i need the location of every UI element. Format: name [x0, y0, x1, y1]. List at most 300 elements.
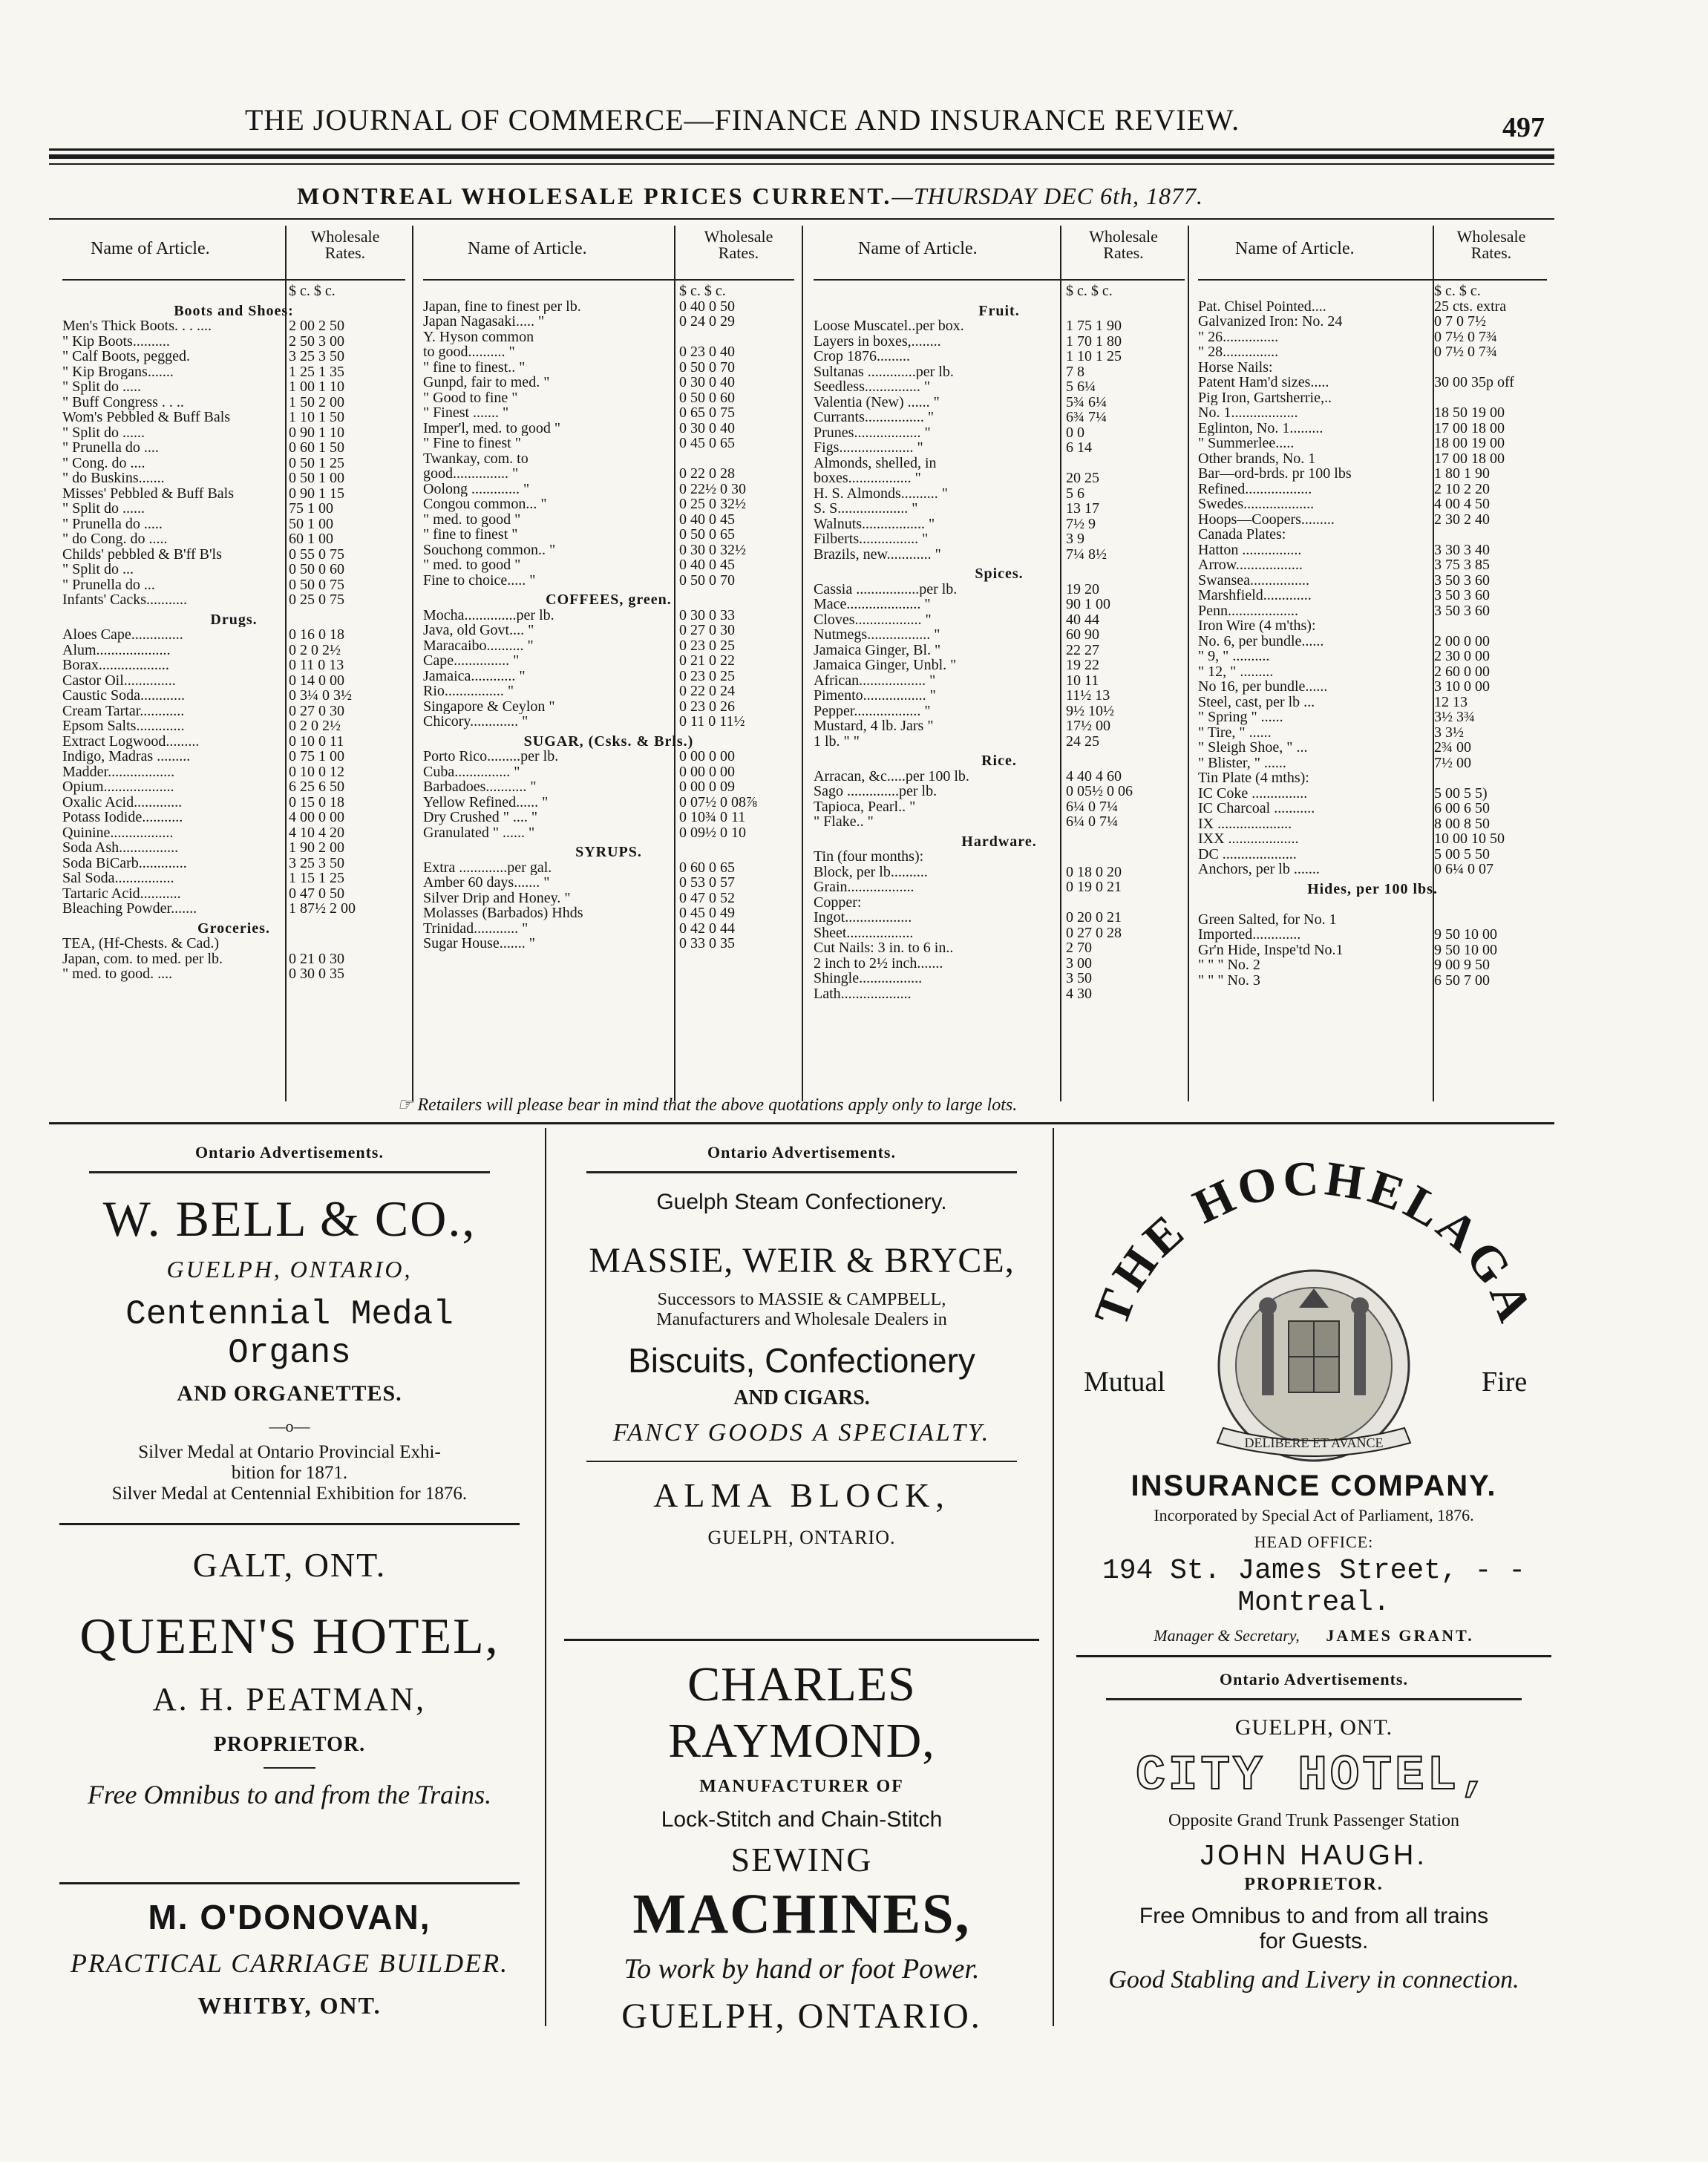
article-name: Shingle.................: [814, 971, 923, 986]
stabling: Good Stabling and Livery in connection.: [1108, 1966, 1519, 1994]
wholesale-rate: 5 6¼: [1066, 379, 1096, 395]
price-row: [423, 360, 794, 376]
article-name: Figs.................... ": [814, 440, 923, 456]
price-row: [423, 684, 794, 699]
price-row: [62, 547, 405, 563]
wholesale-rate: 0 05½ 0 06: [1066, 783, 1133, 799]
price-row: [62, 856, 405, 871]
wholesale-rate: 2 00 2 50: [289, 318, 344, 334]
ad-rule: [59, 1882, 520, 1884]
article-name: Cut Nails: 3 in. to 6 in..: [814, 940, 954, 956]
medal-line: Silver Medal at Ontario Provincial Exhi-: [138, 1442, 441, 1462]
price-row: [814, 910, 1185, 926]
price-row: [814, 612, 1185, 628]
article-name: Bleaching Powder.......: [62, 901, 197, 917]
wholesale-rate: 2 60 0 00: [1434, 663, 1490, 680]
wholesale-rate: 0 21 0 30: [289, 950, 344, 967]
prices-title-main: MONTREAL WHOLESALE PRICES CURRENT.: [297, 183, 892, 209]
article-name: Alum....................: [62, 642, 171, 658]
article-name: Copper:: [814, 894, 862, 910]
wholesale-rate: 0 2 0 2½: [289, 718, 341, 734]
wholesale-rate: 6 50 7 00: [1434, 972, 1490, 989]
price-row: [62, 966, 405, 982]
ad-odonovan: [59, 1897, 520, 2019]
wholesale-rate: 22 27: [1066, 641, 1099, 658]
wholesale-rate: 6 00 6 50: [1434, 800, 1490, 816]
col-divider: [802, 226, 803, 1101]
article-name: Sal Soda................: [62, 871, 174, 886]
article-name: TEA, (Hf-Chests. & Cad.): [62, 936, 220, 951]
product: Biscuits, Confectionery: [628, 1341, 975, 1380]
header-rule: [49, 148, 1554, 151]
article-name: Souchong common.. ": [423, 542, 556, 557]
article-name: SYRUPS.: [575, 845, 642, 860]
article-name: " Flake.. ": [814, 814, 874, 830]
article-name: Jamaica............ ": [423, 668, 526, 684]
price-row: [423, 699, 794, 715]
wholesale-rate: 0 10 0 12: [289, 763, 344, 780]
article-name: African.................. ": [814, 672, 936, 688]
ad-rule: [564, 1639, 1039, 1641]
article-name: Japan, fine to finest per lb.: [423, 298, 581, 314]
price-row: [423, 375, 794, 390]
price-row: [423, 573, 794, 589]
article-name: Seedless............... ": [814, 379, 931, 395]
article-name: Mocha..............per lb.: [423, 607, 554, 623]
wholesale-rate: 1 10 1 25: [1066, 348, 1122, 364]
price-row: [62, 901, 405, 917]
price-row: [62, 627, 405, 643]
price-row: [814, 769, 1185, 784]
ad-bell: [59, 1143, 520, 1504]
price-row: [423, 608, 794, 623]
head-office-label: HEAD OFFICE:: [1254, 1533, 1374, 1551]
wholesale-rate: 0 22 0 28: [679, 465, 735, 482]
wholesale-rate: 0 47 0 52: [679, 889, 735, 906]
machines: MACHINES,: [632, 1883, 971, 1945]
price-row: [814, 517, 1185, 532]
article-name: Currants................ ": [814, 410, 935, 425]
wholesale-rate: 19 22: [1066, 657, 1099, 673]
hotel-name: QUEEN'S HOTEL,: [79, 1608, 500, 1664]
price-row: [1198, 862, 1547, 877]
price-row: [62, 425, 405, 441]
article-name: Rio................ ": [423, 684, 514, 699]
article-name: Java, old Govt.... ": [423, 623, 534, 638]
hotel-owner: JOHN HAUGH.: [1200, 1840, 1427, 1871]
fire-label: Fire: [1482, 1366, 1528, 1398]
price-row: [62, 779, 405, 795]
article-name: Hoops—Coopers.........: [1198, 511, 1335, 527]
price-column-1: [62, 226, 405, 1101]
hotel-role: PROPRIETOR.: [213, 1733, 366, 1756]
section-heading: [1198, 882, 1547, 897]
article-name: " Split do .....: [62, 379, 141, 395]
wholesale-rate: 5 00 5 5): [1434, 784, 1488, 802]
price-row: [1198, 360, 1547, 376]
article-name: Congou common... ": [423, 497, 547, 512]
wholesale-rate: 0 50 0 70: [679, 571, 735, 589]
retailers-note: ☞ Retailers will please bear in mind that the above quotations apply only to large lots.: [397, 1095, 1018, 1115]
wholesale-rate: 0 23 0 40: [679, 344, 735, 360]
price-row: [423, 466, 794, 482]
article-name: Horse Nails:: [1198, 359, 1273, 375]
article-name: IC Coke ...............: [1198, 785, 1308, 801]
price-row: [62, 673, 405, 689]
article-name: Penn...................: [1198, 603, 1298, 618]
wholesale-rate: 3 00: [1066, 954, 1092, 972]
article-name: " Calf Boots, pegged.: [62, 349, 191, 364]
wholesale-rate: $ c. $ c.: [289, 283, 336, 299]
omnibus-line: Free Omnibus to and from all trains: [1139, 1904, 1489, 1928]
price-row: [814, 849, 1185, 865]
wholesale-rate: 0 27 0 30: [679, 622, 735, 638]
article-name: Dry Crushed " .... ": [423, 810, 538, 825]
article-name: Nutmegs................. ": [814, 627, 940, 643]
price-row: [1198, 330, 1547, 345]
article-name: Imported.............: [1198, 927, 1301, 943]
article-name: Aloes Cape..............: [62, 627, 183, 643]
wholesale-rate: 0 25 0 75: [289, 592, 344, 608]
wholesale-rate: 0 07½ 0 08⅞: [679, 793, 757, 810]
article-name: Opium...................: [62, 779, 174, 795]
article-name: " " " No. 3: [1198, 972, 1260, 988]
article-name: Pat. Chisel Pointed....: [1198, 298, 1326, 314]
article-name: " 12, " .........: [1198, 664, 1274, 679]
section-heading: [814, 753, 1185, 769]
wholesale-rate: 30 00 35p off: [1434, 374, 1514, 390]
price-row: [1198, 847, 1547, 862]
ornament: —o—: [269, 1417, 310, 1435]
price-row: [814, 879, 1185, 895]
price-row: [1198, 943, 1547, 958]
price-row: [1198, 344, 1547, 360]
price-row: [814, 364, 1185, 380]
price-row: [1198, 831, 1547, 847]
article-name: " Prunella do ....: [62, 440, 159, 456]
wholesale-rate: 8 00 8 50: [1434, 815, 1490, 832]
wholesale-rate: 0 7½ 0 7¾: [1434, 344, 1497, 360]
wholesale-rate: 0 42 0 44: [679, 920, 735, 937]
medal-line: Silver Medal at Centennial Exhibition for 1876.: [111, 1484, 468, 1504]
column-header: [62, 226, 405, 281]
price-row: [423, 314, 794, 330]
price-row: [62, 658, 405, 673]
wholesale-rate: 7½ 00: [1434, 754, 1471, 771]
ad-rule: [59, 1523, 520, 1525]
article-name: Sugar House....... ": [423, 936, 535, 951]
price-row: [423, 638, 794, 654]
wholesale-rate: 9 00 9 50: [1434, 957, 1490, 973]
wholesale-rate: 40 44: [1066, 611, 1099, 628]
article-name: Groceries.: [197, 920, 270, 936]
wholesale-rate: 5 6: [1066, 485, 1084, 502]
price-row: [1198, 786, 1547, 802]
price-row: [62, 734, 405, 750]
price-row: [62, 486, 405, 502]
wholesale-rate: 1 25 1 35: [289, 363, 344, 380]
article-name: Caustic Soda............: [62, 688, 185, 704]
wholesale-rate: 0 6¼ 0 07: [1434, 861, 1493, 877]
wholesale-rate: 17½ 00: [1066, 718, 1110, 734]
column-header: [423, 226, 794, 281]
article-name: Layers in boxes,........: [814, 333, 941, 349]
article-name: Block, per lb..........: [814, 864, 928, 879]
price-row: [62, 334, 405, 350]
article-name: Refined..................: [1198, 481, 1312, 497]
article-name: " Tire, " ......: [1198, 724, 1272, 740]
price-row: [1198, 603, 1547, 619]
ad-massie: [557, 1143, 1047, 1549]
price-row: [423, 284, 794, 299]
price-row: [814, 643, 1185, 658]
article-name: Filberts................ ": [814, 531, 929, 547]
ad-heading: Ontario Advertisements.: [707, 1143, 896, 1162]
price-row: [814, 971, 1185, 986]
wholesale-rate: $ c. $ c.: [679, 283, 726, 299]
price-row: [814, 718, 1185, 734]
price-row: [814, 395, 1185, 410]
price-row: [1198, 436, 1547, 451]
ad-city-hotel: [1061, 1670, 1566, 1994]
price-row: [62, 951, 405, 967]
wholesale-rate: 2 70: [1066, 940, 1092, 956]
article-name: Arracan, &c.....per 100 lb.: [814, 768, 969, 784]
article-name: Fruit.: [978, 303, 1020, 318]
column-header: [1198, 226, 1547, 281]
wholesale-rate: 0 50 1 00: [289, 470, 344, 486]
price-row: [1198, 725, 1547, 741]
price-row: [814, 704, 1185, 719]
article-name: Cream Tartar............: [62, 703, 185, 718]
price-row: [423, 825, 794, 841]
wholesale-rate: 4 00 4 50: [1434, 496, 1490, 512]
article-name: " Finest ....... ": [423, 405, 509, 421]
wholesale-rate: 50 1 00: [289, 515, 333, 532]
price-row: [1198, 649, 1547, 664]
price-row: [1198, 451, 1547, 467]
running-title: THE JOURNAL OF COMMERCE—FINANCE AND INSURANCE REVIEW.: [245, 103, 1240, 137]
price-row: [423, 623, 794, 638]
article-name: Misses' Pebbled & Buff Bals: [62, 485, 235, 501]
price-row: [814, 814, 1185, 830]
price-row: [814, 597, 1185, 612]
price-row: [814, 410, 1185, 425]
price-row: [62, 886, 405, 902]
wholesale-rate: 3 50 3 60: [1434, 602, 1490, 619]
wholesale-rate: 1 75 1 90: [1066, 318, 1122, 334]
place: GUELPH, ONTARIO.: [621, 1996, 982, 2036]
article-name: Twankay, com. to: [423, 451, 529, 466]
article-name: " Buff Congress . . ..: [62, 394, 184, 410]
article-name: S. S................... ": [814, 501, 918, 517]
ad-heading: Ontario Advertisements.: [195, 1143, 384, 1162]
stitch: Lock-Stitch and Chain-Stitch: [661, 1807, 943, 1832]
article-name: 1 lb. " ": [814, 733, 860, 749]
wholesale-rate: 13 17: [1066, 500, 1099, 517]
price-rows: [814, 284, 1185, 1001]
article-name: " Split do ......: [62, 425, 145, 440]
wholesale-rate: 0 7½ 0 7¾: [1434, 328, 1497, 345]
article-name: Barbadoes........... ": [423, 779, 537, 795]
price-row: [814, 986, 1185, 1002]
article-name: Anchors, per lb .......: [1198, 862, 1320, 877]
col-divider: [1188, 226, 1189, 1101]
price-row: [1198, 466, 1547, 482]
article-name: Patent Ham'd sizes.....: [1198, 375, 1329, 390]
price-row: [423, 436, 794, 451]
successors: Successors to MASSIE & CAMPBELL,: [657, 1290, 946, 1309]
hotel-owner: A. H. PEATMAN,: [152, 1681, 427, 1717]
firm-place: GUELPH, ONTARIO,: [166, 1256, 413, 1283]
wholesale-rate: 75 1 00: [289, 500, 333, 517]
article-name: Other brands, No. 1: [1198, 451, 1316, 466]
article-name: Potass Iodide...........: [62, 810, 183, 825]
article-name: Prunes.................. ": [814, 425, 931, 440]
price-row: [62, 840, 405, 856]
price-row: [1198, 618, 1547, 634]
wholesale-rate: 6 14: [1066, 439, 1092, 456]
article-name: Hardware.: [961, 833, 1037, 849]
wholesale-rate: 0 53 0 57: [679, 874, 735, 891]
price-row: [423, 779, 794, 795]
ad-hochelaga: [1061, 1143, 1566, 1645]
price-row: [814, 531, 1185, 547]
price-row: [814, 895, 1185, 911]
article-name: Amber 60 days....... ": [423, 875, 550, 891]
price-row: [1198, 695, 1547, 710]
article-name: 2 inch to 2½ inch.......: [814, 955, 943, 971]
wholesale-rate: 0 16 0 18: [289, 626, 344, 643]
wholesale-rate: 3½ 3¾: [1434, 709, 1475, 725]
price-row: [814, 688, 1185, 704]
builder-name: M. O'DONOVAN,: [148, 1898, 431, 1936]
table-top-rule: [49, 218, 1554, 220]
wholesale-rate: 1 90 2 00: [289, 839, 344, 856]
article-name: Japan Nagasaki..... ": [423, 314, 545, 330]
price-row: [423, 557, 794, 573]
ads-divider: [1053, 1128, 1054, 2026]
price-row: [423, 482, 794, 497]
price-row: [814, 734, 1185, 750]
firm-name: MASSIE, WEIR & BRYCE,: [589, 1241, 1015, 1280]
price-row: [62, 395, 405, 410]
price-row: [1198, 927, 1547, 943]
wholesale-rate: 10 00 10 50: [1434, 831, 1505, 847]
price-row: [1198, 284, 1547, 299]
price-row: [62, 871, 405, 886]
wholesale-rate: 0 30 0 40: [679, 374, 735, 390]
article-name: Swansea................: [1198, 572, 1309, 588]
price-row: [423, 527, 794, 543]
price-row: [1198, 512, 1547, 528]
head-office-address: 194 St. James Street, - - Montreal.: [1102, 1555, 1526, 1619]
wholesale-rate: 0 11 0 13: [289, 657, 344, 673]
wholesale-rate: 24 25: [1066, 733, 1099, 750]
article-name: Chicory............. ": [423, 714, 529, 730]
article-name: IC Charcoal ...........: [1198, 801, 1315, 816]
article-name: Mace.................... ": [814, 597, 931, 612]
wholesale-rate: 3 75 3 85: [1434, 557, 1490, 573]
section-heading: [814, 566, 1185, 582]
article-name: " Kip Boots..........: [62, 333, 170, 349]
wholesale-rate: 0 15 0 18: [289, 793, 344, 810]
price-rows: [1198, 284, 1547, 988]
article-name: " Summerlee.....: [1198, 436, 1295, 451]
section-heading: [423, 592, 794, 608]
price-row: [814, 658, 1185, 673]
section-heading: [814, 304, 1185, 319]
wholesale-rate: 0 25 0 32½: [679, 496, 746, 512]
wholesale-rate: 2 50 3 00: [289, 333, 344, 350]
article-name: " Kip Brogans.......: [62, 364, 174, 379]
product-2: AND CIGARS.: [733, 1386, 870, 1409]
firm-name: W. BELL & CO.,: [102, 1190, 477, 1247]
wholesale-rate: 0 50 0 75: [289, 576, 344, 593]
wholesale-rate: 3 50 3 60: [1434, 571, 1490, 589]
price-row: [423, 390, 794, 406]
price-row: [62, 688, 405, 704]
wholesale-rate: 0 50 0 70: [679, 358, 735, 376]
price-row: [814, 501, 1185, 517]
article-name: Japan, com. to med. per lb.: [62, 951, 223, 966]
firm-product: Centennial Medal Organs: [125, 1295, 454, 1372]
wholesale-rate: 12 13: [1434, 693, 1467, 710]
wholesale-rate: 0 00 0 00: [679, 748, 735, 764]
price-row: [62, 471, 405, 486]
article-name: " Split do ...: [62, 562, 134, 577]
price-row: [1198, 557, 1547, 573]
price-row: [423, 795, 794, 810]
article-name: Grain..................: [814, 879, 914, 895]
wholesale-rate: 7 8: [1066, 363, 1084, 380]
price-row: [423, 421, 794, 436]
article-name: Green Salted, for No. 1: [1198, 911, 1337, 927]
header-rule-thin: [49, 163, 1554, 165]
wholesale-rate: 0 30 0 33: [679, 606, 735, 623]
wholesale-rate: 0 40 0 50: [679, 298, 735, 315]
article-name: Galvanized Iron: No. 24: [1198, 314, 1343, 330]
article-name: Tin (four months):: [814, 849, 924, 865]
price-row: [62, 936, 405, 951]
price-row: [62, 810, 405, 825]
col-divider: [412, 226, 413, 1101]
hotel-opposite: Opposite Grand Trunk Passenger Station: [1168, 1811, 1459, 1830]
article-name: Hatton ................: [1198, 542, 1302, 557]
article-name: Steel, cast, per lb ...: [1198, 694, 1315, 710]
wholesale-rate: 0 45 0 49: [679, 905, 735, 921]
price-column-3: [814, 226, 1185, 1101]
price-row: [423, 714, 794, 730]
price-row: [1198, 634, 1547, 649]
wholesale-rate: 2 10 2 20: [1434, 480, 1490, 497]
wholesale-rate: 9 50 10 00: [1434, 926, 1497, 943]
price-row: [814, 940, 1185, 956]
price-row: [814, 456, 1185, 471]
article-name: No 16, per bundle......: [1198, 679, 1328, 695]
price-row: [1198, 912, 1547, 928]
article-name: " Prunella do ...: [62, 577, 155, 592]
header-rule-thick: [49, 154, 1554, 159]
mutual-label: Mutual: [1084, 1366, 1165, 1398]
article-name: DC ....................: [1198, 846, 1297, 862]
wholesale-rate: 0 40 0 45: [679, 511, 735, 528]
wholesale-rate: 4 30: [1066, 985, 1092, 1002]
name-header: Name of Article.: [858, 239, 978, 258]
article-name: Borax...................: [62, 658, 169, 673]
wholesale-rate: 0 3¼ 0 3½: [289, 687, 352, 704]
rate-header: Wholesale Rates.: [704, 227, 773, 262]
